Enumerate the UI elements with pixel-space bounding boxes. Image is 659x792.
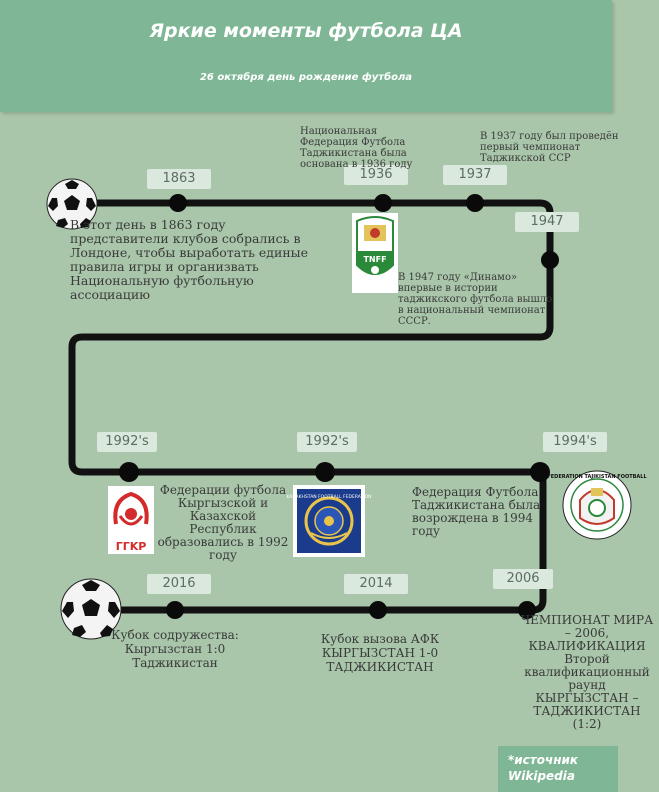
timeline-dot-1992a: [119, 462, 139, 482]
timeline-dot-2014: [369, 601, 387, 619]
timeline-dot-2016: [166, 601, 184, 619]
event-text-2016: Кубок содружества: Кыргызстан 1:0 Таджикистан: [111, 628, 239, 670]
kyrgyz-football-federation-logo: [108, 486, 154, 554]
timeline-dot-1863: [169, 194, 187, 212]
year-label-1947: 1947: [515, 212, 579, 232]
event-text-1863: В этот день в 1863 году представители клубов собрались в Лондоне, чтобы выработать единые правила игры и организвать Национальную футбольную ассоциацию: [70, 217, 308, 302]
event-text-1994: Федерация Футбола Таджикистана была возрождена в 1994 году: [412, 485, 541, 538]
event-text-2006: ЧЕМПИОНАТ МИРА – 2006, КВАЛИФИКАЦИЯ Второй квалификационный раунд КЫРГЫЗСТАН – ТАДЖИКИСТАН (1:2): [520, 613, 654, 731]
page-subtitle: 26 октября день рождение футбола: [199, 72, 413, 83]
source-note: *источник Wikipedia: [508, 753, 579, 783]
page-title: Яркие моменты футбола ЦА: [149, 20, 463, 42]
year-label-1994: 1994's: [543, 432, 607, 452]
year-label-2006: 2006: [493, 569, 553, 589]
timeline-dot-1936: [374, 194, 392, 212]
year-label-1936: 1936: [344, 165, 408, 185]
event-text-1992: Федерации футбола Кыргызской и Казахской Республик образовались в 1992 году: [157, 483, 289, 562]
kyrgyz-logo-text: ΓΓΚΡ: [115, 540, 147, 553]
year-label-1863: 1863: [147, 169, 211, 189]
timeline-dot-1992b: [315, 462, 335, 482]
kz-logo-text: KAZAKHSTAN FOOTBALL FEDERATION: [286, 495, 372, 500]
timeline-dot-1947: [541, 251, 559, 269]
year-label-1937: 1937: [443, 165, 507, 185]
event-text-1937: В 1937 году был проведён первый чемпионат Таджикской ССР: [480, 131, 619, 164]
year-label-1992b: 1992's: [297, 432, 357, 452]
year-label-2016: 2016: [147, 574, 211, 594]
timeline-dot-1937: [466, 194, 484, 212]
event-text-2014: Кубок вызова АФК КЫРГЫЗСТАН 1-0 ТАДЖИКИСТАН: [320, 632, 440, 674]
year-label-1992a: 1992's: [97, 432, 157, 452]
tajikistan-football-federation-logo: [547, 470, 647, 540]
event-text-1936: Национальная Федерация Футбола Таджикистана была основана в 1936 году: [300, 126, 413, 170]
event-text-1947: В 1947 году «Динамо» впервые в истории таджикского футбола вышло в национальный чемпионат СССР.: [398, 272, 553, 327]
tnff-logo: [352, 213, 398, 293]
tj-logo-text: FEDERATION TAJIKISTAN FOOTBALL: [547, 474, 647, 480]
year-label-2014: 2014: [344, 574, 408, 594]
tnff-logo-text: TNFF: [363, 255, 387, 264]
kazakhstan-football-federation-logo: [286, 485, 372, 557]
